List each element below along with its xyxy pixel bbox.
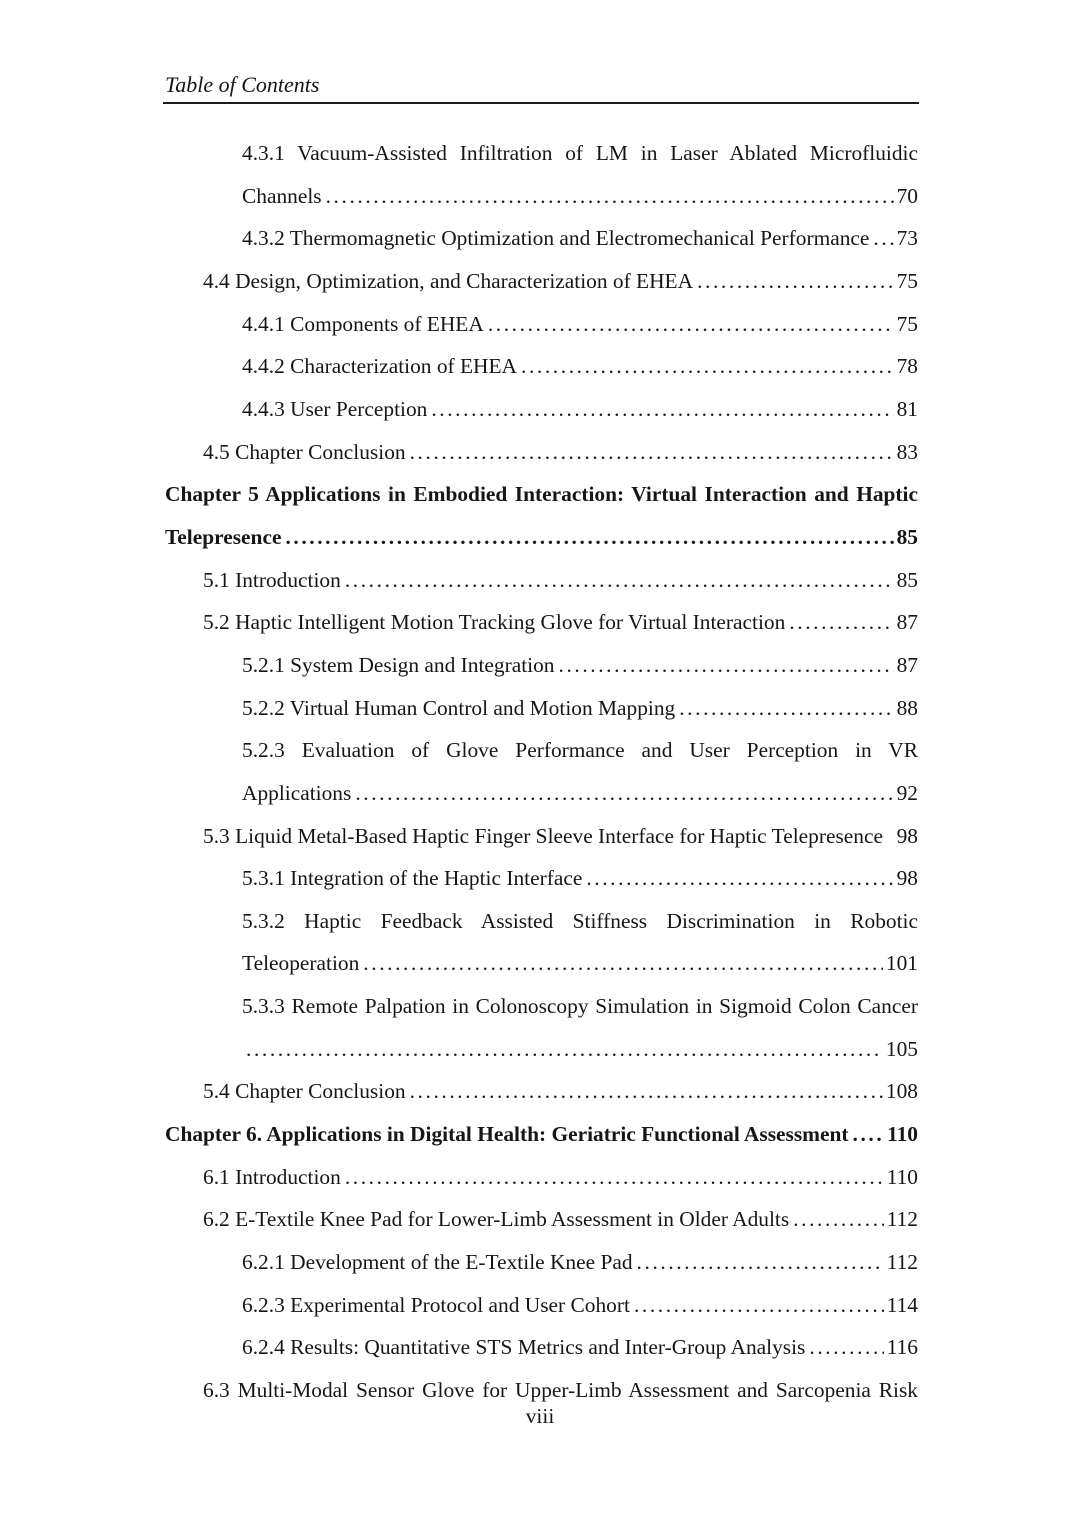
dot-leader: [805, 1326, 883, 1369]
toc-page-number: 110: [886, 1164, 918, 1189]
toc-page-number: 112: [886, 1250, 918, 1275]
toc-line: [165, 217, 918, 260]
toc-line: [165, 516, 918, 559]
toc-entry-text: 5.1 Introduction: [203, 567, 341, 592]
toc-entry-text: Teleoperation: [242, 951, 360, 976]
toc-entry-text: Chapter 6. Applications in Digital Health: Geriatric Functional Assessment: [165, 1122, 849, 1147]
dot-leader: [484, 303, 894, 346]
dot-leader: [359, 942, 883, 985]
dot-leader: [322, 175, 894, 218]
toc-page-number: 105: [885, 1036, 918, 1061]
toc-page-number: 87: [896, 610, 918, 635]
toc-entry-text: 5.3.1 Integration of the Haptic Interface: [242, 866, 583, 891]
toc-page-number: 85: [896, 567, 918, 592]
header-rule: [163, 102, 919, 104]
toc-page-number: 98: [896, 823, 918, 848]
toc-line: [165, 687, 918, 730]
toc-entry-text: 4.4.1 Components of EHEA: [242, 311, 484, 336]
toc-entry-text: 5.3.2 Haptic Feedback Assisted Stiffness Discrimination in Robotic: [242, 908, 918, 933]
toc-line: [165, 1326, 918, 1369]
dot-leader: [281, 516, 893, 559]
toc-page-number: 83: [896, 439, 918, 464]
toc-entry-text: 5.3.3 Remote Palpation in Colonoscopy Simulation in Sigmoid Colon Cancer: [242, 994, 918, 1019]
toc-page-number: 98: [896, 866, 918, 891]
toc-line: [165, 601, 918, 644]
dot-leader: [341, 1156, 884, 1199]
toc-entry-text: 4.5 Chapter Conclusion: [203, 439, 406, 464]
toc-line: [165, 431, 918, 474]
toc-line: [165, 985, 918, 1028]
toc-line: [165, 473, 918, 516]
toc-line: [165, 900, 918, 943]
toc-page-number: 88: [896, 695, 918, 720]
dot-leader: [406, 431, 894, 474]
toc-page-number: 73: [896, 226, 918, 251]
toc-line: [165, 1284, 918, 1327]
toc-entry-text: 4.4 Design, Optimization, and Characterization of EHEA: [203, 268, 694, 293]
toc-line: [165, 815, 918, 858]
toc-entry-text: 4.3.2 Thermomagnetic Optimization and Electromechanical Performance: [242, 226, 870, 251]
dot-leader: [582, 857, 893, 900]
toc-page-number: 114: [886, 1292, 918, 1317]
toc-page-number: 87: [896, 652, 918, 677]
toc-entry-text: 5.2 Haptic Intelligent Motion Tracking Glove for Virtual Interaction: [203, 610, 786, 635]
toc-line: [165, 260, 918, 303]
dot-leader: [675, 687, 893, 730]
dot-leader: [789, 1198, 883, 1241]
toc-entry-text: 5.2.1 System Design and Integration: [242, 652, 555, 677]
toc-line: [165, 1028, 918, 1071]
page-footer: [0, 1404, 1080, 1428]
toc-line: [165, 772, 918, 815]
toc-page-number: 75: [896, 311, 918, 336]
toc-page-number: 101: [885, 951, 918, 976]
toc-line: [165, 1156, 918, 1199]
dot-leader: [633, 1241, 884, 1284]
toc-entry-text: 6.2.1 Development of the E-Textile Knee Pad: [242, 1250, 633, 1275]
toc-line: [165, 942, 918, 985]
toc-entry-text: 5.2.2 Virtual Human Control and Motion Mapping: [242, 695, 676, 720]
dot-leader: [630, 1284, 884, 1327]
toc-entry-text: 6.3 Multi-Modal Sensor Glove for Upper-Limb Assessment and Sarcopenia Risk: [203, 1378, 918, 1403]
toc-entry-text: 6.2.3 Experimental Protocol and User Cohort: [242, 1292, 630, 1317]
toc-entry-text: Chapter 5 Applications in Embodied Interaction: Virtual Interaction and Haptic: [165, 482, 918, 507]
toc-line: [165, 345, 918, 388]
toc-line: [165, 857, 918, 900]
dot-leader: [427, 388, 893, 431]
dot-leader: [341, 559, 894, 602]
toc-entry-text: 5.3 Liquid Metal-Based Haptic Finger Sleeve Interface for Haptic Telepresence: [203, 823, 883, 848]
toc-entry-text: 6.2.4 Results: Quantitative STS Metrics and Inter-Group Analysis: [242, 1335, 806, 1360]
page-number: viii: [525, 1404, 555, 1428]
dot-leader: [869, 217, 893, 260]
toc-page-number: 70: [896, 183, 918, 208]
toc-line: [165, 303, 918, 346]
running-header-title: Table of Contents: [165, 72, 320, 97]
toc-page-number: 85: [896, 524, 918, 549]
toc-entry-text: 5.2.3 Evaluation of Glove Performance and User Perception in VR: [242, 738, 918, 763]
toc-line: [165, 1113, 918, 1156]
toc-entry-text: Applications: [242, 780, 352, 805]
toc-line: [165, 729, 918, 772]
table-of-contents: [165, 132, 918, 1412]
toc-line: [165, 644, 918, 687]
toc-entry-text: 6.1 Introduction: [203, 1164, 341, 1189]
toc-page-number: 81: [896, 396, 918, 421]
toc-page-number: 78: [896, 354, 918, 379]
toc-entry-text: Channels: [242, 183, 322, 208]
toc-entry-text: 4.4.2 Characterization of EHEA: [242, 354, 518, 379]
toc-line: [165, 388, 918, 431]
toc-line: [165, 175, 918, 218]
dot-leader: [555, 644, 894, 687]
toc-line: [165, 132, 918, 175]
dot-leader: [849, 1113, 885, 1156]
toc-page-number: 110: [887, 1122, 918, 1147]
dot-leader: [517, 345, 894, 388]
toc-page-number: 116: [886, 1335, 918, 1360]
dot-leader: [693, 260, 894, 303]
toc-line: [165, 1198, 918, 1241]
toc-page-number: 112: [886, 1207, 918, 1232]
toc-page-number: 92: [896, 780, 918, 805]
toc-entry-text: 5.4 Chapter Conclusion: [203, 1079, 406, 1104]
toc-line: [165, 559, 918, 602]
toc-page-number: 108: [885, 1079, 918, 1104]
toc-entry-text: 4.3.1 Vacuum-Assisted Infiltration of LM in Laser Ablated Microfluidic: [242, 141, 918, 165]
toc-line: [165, 1241, 918, 1284]
toc-entry-text: 6.2 E-Textile Knee Pad for Lower-Limb Assessment in Older Adults: [203, 1207, 790, 1232]
toc-entry-text: Telepresence: [165, 524, 282, 549]
toc-page-number: 75: [896, 268, 918, 293]
toc-line: [165, 1070, 918, 1113]
dot-leader: [883, 815, 894, 858]
toc-entry-text: 4.4.3 User Perception: [242, 396, 428, 421]
dot-leader: [406, 1070, 883, 1113]
dot-leader: [785, 601, 893, 644]
dot-leader: [242, 1028, 883, 1071]
dot-leader: [351, 772, 893, 815]
